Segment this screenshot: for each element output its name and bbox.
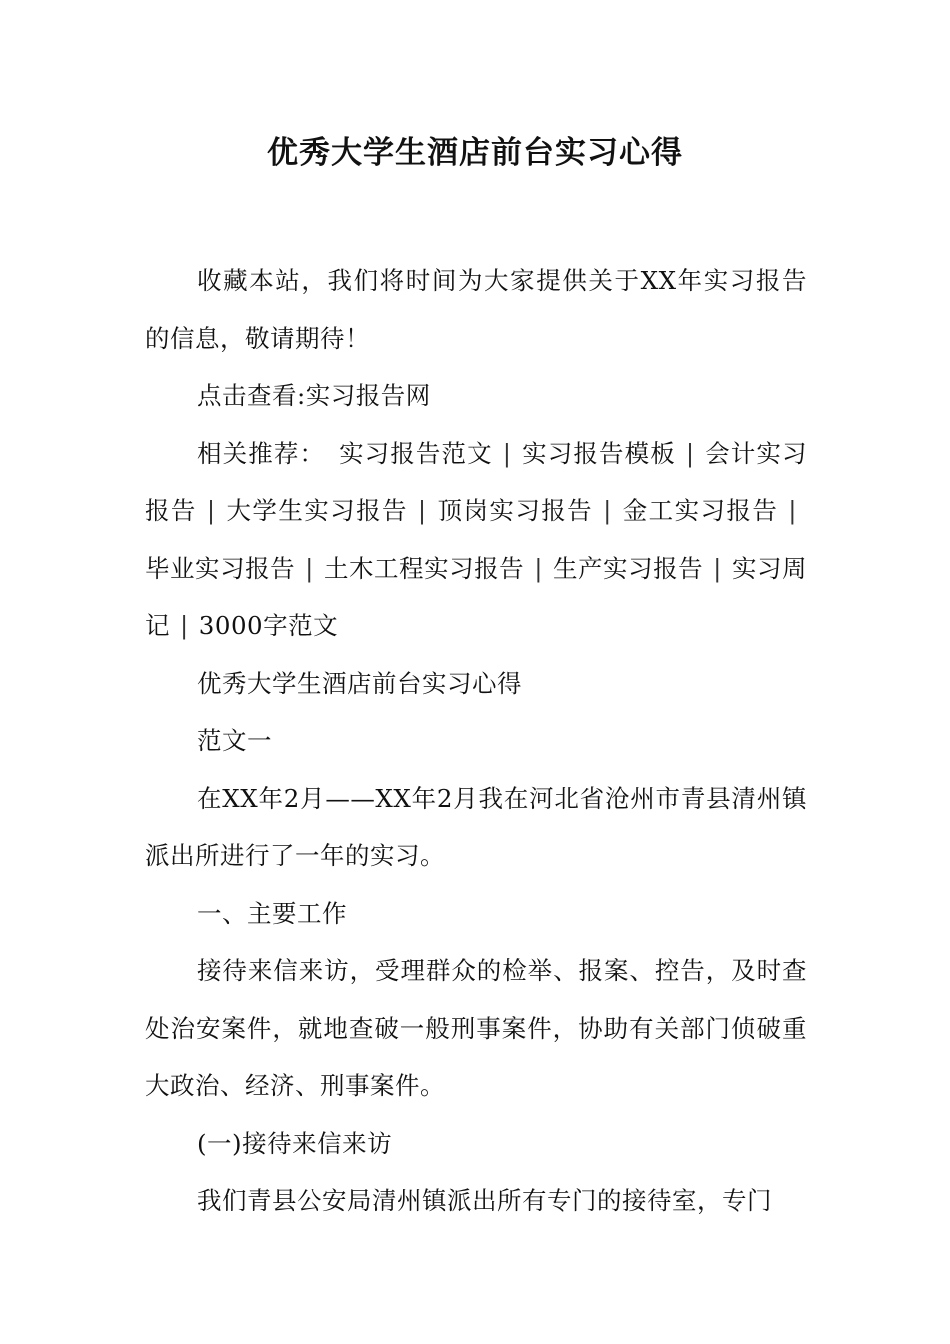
link-separator: |: [206, 496, 216, 525]
related-link[interactable]: 生产实习报告: [552, 553, 704, 583]
related-link[interactable]: 大学生实习报告: [225, 496, 408, 525]
link-separator: |: [417, 496, 427, 525]
link-separator: |: [502, 438, 512, 468]
link-separator: |: [305, 553, 314, 583]
document-body: [145, 252, 807, 1230]
related-label: 相关推荐：: [197, 438, 326, 468]
related-link[interactable]: 会计实习报告: [145, 438, 808, 525]
reception-paragraph: 我们青县公安局清州镇派出所有专门的接待室，专门: [197, 1186, 772, 1215]
internship-paragraph: 在XX年2月——XX年2月我在河北省沧州市青县清州镇派出所进行了一年的实习。: [145, 783, 807, 870]
click-view-line[interactable]: 点击查看:实习报告网: [197, 381, 431, 410]
link-separator: |: [180, 611, 189, 640]
related-link[interactable]: 实习报告模板: [521, 438, 676, 468]
intro-paragraph: 收藏本站，我们将时间为大家提供关于XX年实习报告的信息，敬请期待！: [145, 266, 807, 353]
related-link[interactable]: 3000字范文: [198, 611, 339, 640]
related-link[interactable]: 顶岗实习报告: [436, 496, 594, 525]
related-recommendations: [145, 425, 807, 655]
related-link[interactable]: 金工实习报告: [621, 496, 779, 525]
sample-heading: 范文一: [197, 726, 272, 755]
related-link[interactable]: 毕业实习报告: [145, 553, 296, 583]
section-heading: 一、主要工作: [197, 898, 347, 928]
related-link[interactable]: 实习周记: [145, 553, 808, 640]
link-separator: |: [713, 553, 722, 583]
document-title: 优秀大学生酒店前台实习心得: [267, 135, 683, 171]
link-separator: |: [788, 496, 798, 525]
link-separator: |: [603, 496, 612, 525]
related-link[interactable]: 实习报告范文: [339, 438, 493, 468]
link-separator: |: [685, 438, 695, 468]
subsection-heading: (一)接待来信来访: [197, 1128, 393, 1158]
subtitle: 优秀大学生酒店前台实习心得: [197, 668, 522, 698]
link-separator: |: [534, 553, 543, 583]
work-paragraph: 接待来信来访，受理群众的检举、报案、控告，及时查处治安案件，就地查破一般刑事案件，协助有关部门侦破重大政治、经济、刑事案件。: [145, 956, 807, 1100]
related-link[interactable]: 土木工程实习报告: [323, 553, 525, 583]
